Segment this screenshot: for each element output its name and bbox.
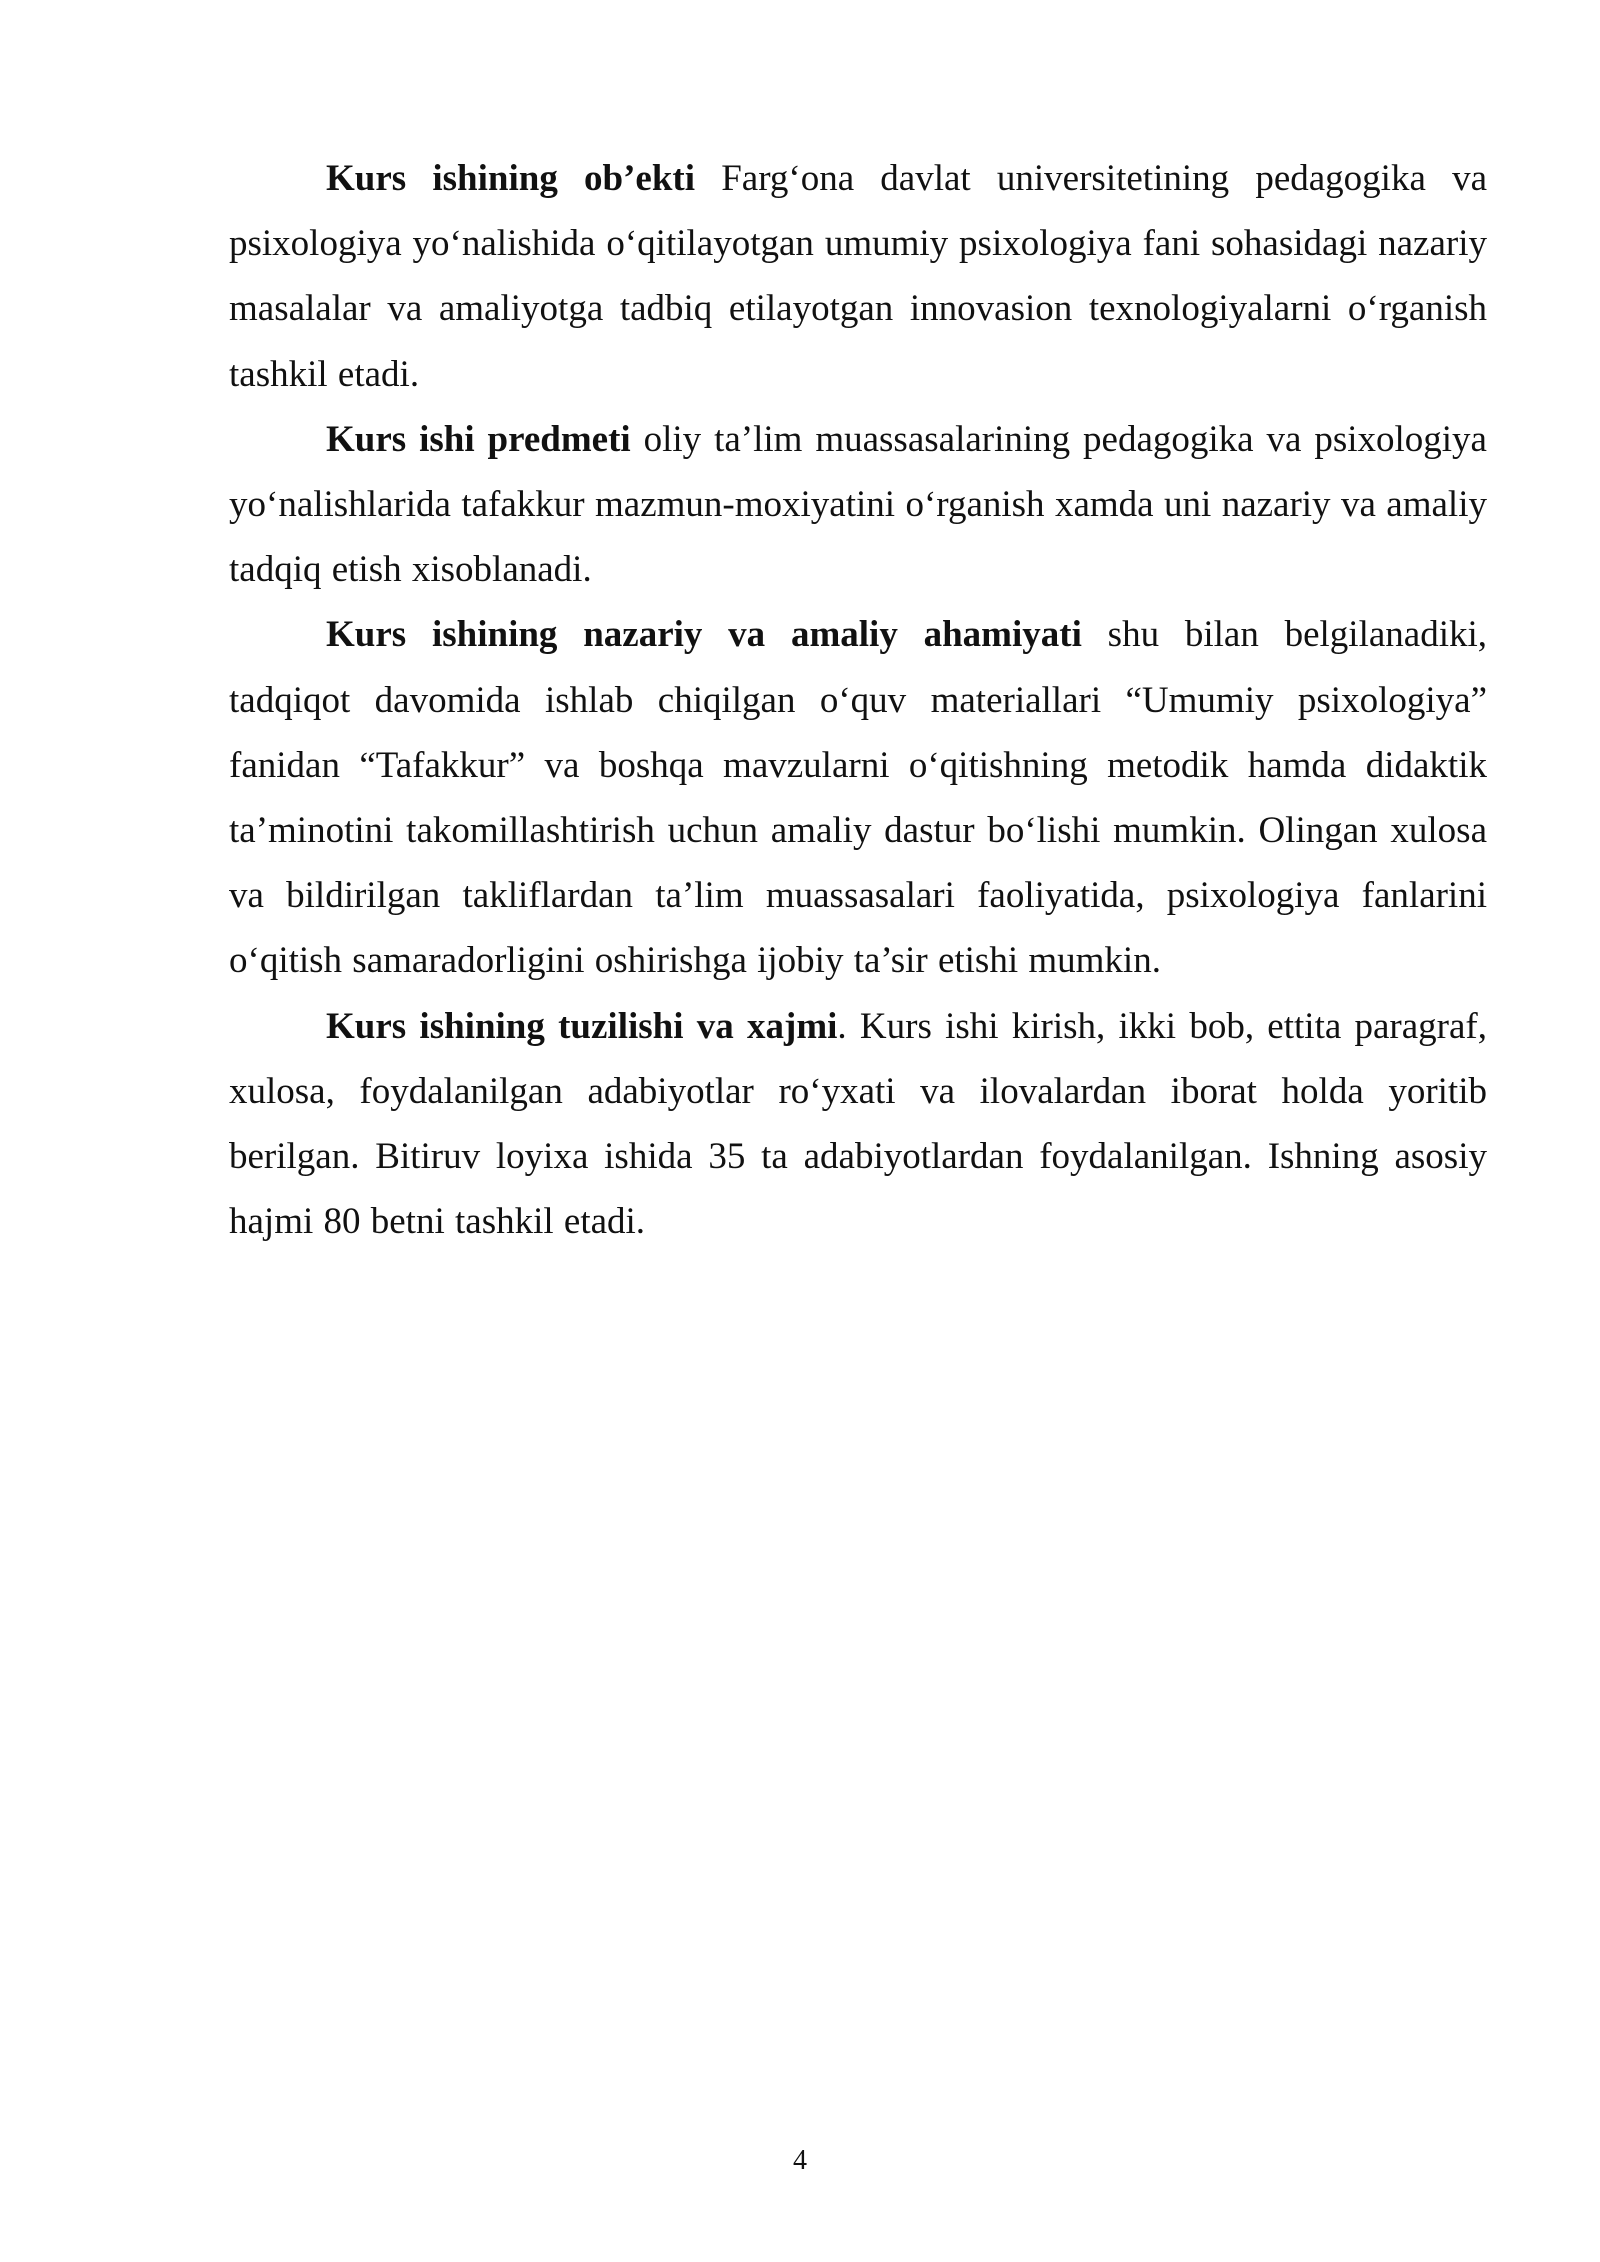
page-body — [229, 146, 1487, 1254]
page-number: 4 — [793, 2145, 807, 2176]
paragraph-object — [229, 146, 1487, 407]
paragraph-subject — [229, 407, 1487, 603]
paragraph-significance-text: shu bilan belgilanadiki, tadqiqot davomida ishlab chiqilgan o‘quv materiallari “Umumiy psixologiya” fanidan “Tafakkur” va boshqa mavzularni o‘qitishning metodik hamda didaktik ta’minotini takomillashtirish uchun amaliy dastur bo‘lishi mumkin. Olingan xulosa va bildirilgan takliflardan ta’lim muassasalari faoliyatida, psixologiya fanlarini o‘qitish samaradorligini oshirishga ijobiy ta’sir etishi mumkin. — [229, 614, 1488, 982]
paragraph-structure-heading: Kurs ishining tuzilishi va xajmi — [326, 1005, 838, 1047]
paragraph-structure-text: . Kurs ishi kirish, ikki bob, ettita paragraf, xulosa, foydalanilgan adabiyotlar ro‘yxati va ilovalardan iborat holda yoritib berilgan. Bitiruv loyixa ishida 35 ta adabiyotlardan foydalanilgan. Ishning asosiy hajmi 80 betni tashkil etadi. — [229, 1005, 1487, 1243]
paragraph-significance-heading: Kurs ishining nazariy va amaliy ahamiyati — [326, 614, 1082, 656]
paragraph-object-heading: Kurs ishining ob’ekti — [326, 158, 696, 199]
paragraph-subject-text: oliy ta’lim muassasalarining pedagogika va psixologiya yo‘nalishlarida tafakkur mazmun-moxiyatini o‘rganish xamda uni nazariy va amaliy tadqiq etish xisoblanadi. — [229, 418, 1487, 591]
paragraph-significance — [229, 602, 1487, 993]
paragraph-subject-heading: Kurs ishi predmeti — [326, 418, 631, 460]
paragraph-object-text: Farg‘ona davlat universitetining pedagogika va psixologiya yo‘nalishida o‘qitilayotgan umumiy psixologiya fani sohasidagi nazariy masalalar va amaliyotga tadbiq etilayotgan innovasion texnologiyalarni o‘rganish tashkil etadi. — [229, 158, 1487, 395]
paragraph-structure — [229, 994, 1487, 1255]
